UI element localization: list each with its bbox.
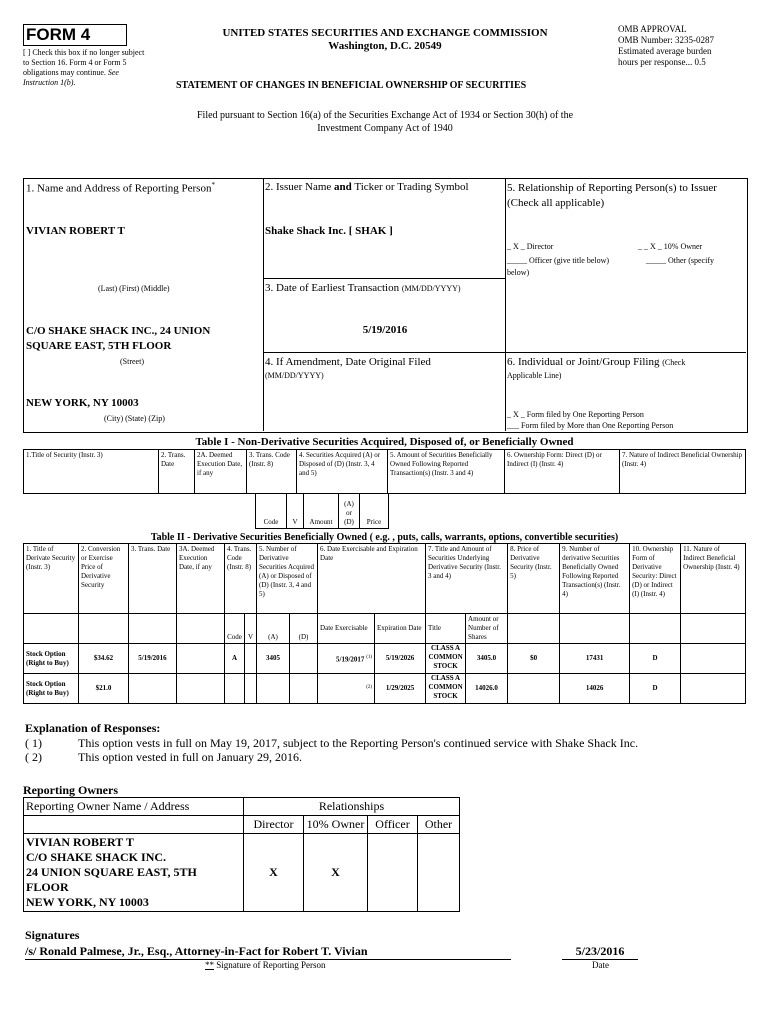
issuer-name: Shake Shack Inc. [ SHAK ] [265, 225, 393, 237]
box5-label: 5. Relationship of Reporting Person(s) to Issuer [507, 182, 717, 194]
t2-h7: 7. Title and Amount of Securities Underlying Derivative Security (Instr. 3 and 4) [426, 544, 508, 614]
street-label: (Street) [120, 357, 144, 366]
owners-col-relationships: Relationships [244, 798, 460, 816]
row1-exercisable: 5/19/2017 $^{(1)}$ [318, 644, 375, 674]
reporting-person-name: VIVIAN ROBERT T [26, 225, 125, 237]
filing-one-person[interactable]: _ X _ Form filed by One Reporting Person [507, 410, 644, 419]
owners-col-other: Other [418, 816, 460, 834]
signatures-title: Signatures [25, 928, 80, 942]
t2-h9: 9. Number of derivative Securities Beneficially Owned Following Reported Transaction(s) (Instr. 4) [560, 544, 630, 614]
row1-title: CLASS A COMMON STOCK [426, 644, 466, 674]
box1-label: 1. Name and Address of Reporting Person* [26, 181, 215, 195]
row2-d [290, 674, 318, 704]
t1-amount: Amount [304, 494, 339, 529]
t2-h4: 4. Trans. Code (Instr. 8) [225, 544, 257, 614]
t1-price: Price [360, 494, 389, 529]
t2-expiration: Expiration Date [375, 614, 426, 644]
row1-expiration: 5/19/2026 [375, 644, 426, 674]
agency-name: UNITED STATES SECURITIES AND EXCHANGE COMMISSION [222, 27, 548, 39]
owner-other-mark [418, 834, 460, 912]
form-title: FORM 4 [23, 24, 127, 46]
box5-sub: (Check all applicable) [507, 197, 605, 209]
filing-multiple-persons[interactable]: ___ Form filed by More than One Reporting Person [507, 421, 674, 430]
address-city: NEW YORK, NY 10003 [26, 397, 139, 409]
t1-h1: 1.Title of Security (Instr. 3) [24, 450, 159, 494]
owners-col-officer: Officer [368, 816, 418, 834]
row1-price: $34.62 [79, 644, 129, 674]
row1-d [290, 644, 318, 674]
table1-subheader [255, 493, 389, 529]
t2-h11: 11. Nature of Indirect Beneficial Ownership (Instr. 4) [681, 544, 746, 614]
row2-price: $21.0 [79, 674, 129, 704]
owner-director-mark: X [244, 834, 304, 912]
rel-officer[interactable]: _____ Officer (give title below) [507, 256, 610, 265]
t2-amount: Amount or Number of Shares [466, 614, 508, 644]
explanation-title: Explanation of Responses: [25, 721, 161, 735]
owner-name-address: VIVIAN ROBERT T C/O SHAKE SHACK INC. 24 UNION SQUARE EAST, 5TH FLOOR NEW YORK, NY 10003 [24, 834, 244, 912]
t2-exercisable: Date Exercisable [318, 614, 375, 644]
t2-h10: 10. Ownership Form of Derivative Security: Direct (D) or Indirect (I) (Instr. 4) [630, 544, 681, 614]
city-label: (City) (State) (Zip) [104, 414, 165, 423]
rel-ten-percent-owner[interactable]: _ _ X _ 10% Owner [638, 242, 703, 251]
table-row [24, 644, 746, 674]
check-note-see: See Instruction 1(b). [23, 68, 119, 87]
box6-label: 6. Individual or Joint/Group Filing (Check [507, 356, 686, 368]
reporting-box-frame [23, 178, 748, 433]
footnote-2-num: ( 2) [25, 750, 42, 764]
check-note-text: [ ] Check this box if no longer subject to Section 16. Form 4 or Form 5 obligations may continue. [23, 48, 145, 77]
rel-director[interactable]: _ X _ Director [507, 242, 554, 251]
row1-a: 3405 [257, 644, 290, 674]
table1 [23, 449, 746, 494]
filed-pursuant-line2: Investment Company Act of 1940 [317, 123, 453, 134]
row2-date [129, 674, 177, 704]
row1-owned: 17431 [560, 644, 630, 674]
rel-other[interactable]: _____ Other (specify [646, 256, 714, 265]
row1-deriv-price: $0 [508, 644, 560, 674]
t2-h8: 8. Price of Derivative Security (Instr. 5) [508, 544, 560, 614]
footnote-1-text: This option vests in full on May 19, 2017, subject to the Reporting Person's continued service with Shake Shack Inc. [78, 736, 639, 750]
row2-code [225, 674, 245, 704]
owners-title: Reporting Owners [23, 783, 118, 797]
box4-label: 4. If Amendment, Date Original Filed [265, 356, 431, 368]
t2-h2: 2. Conversion or Exercise Price of Derivative Security [79, 544, 129, 614]
row1-nature [681, 644, 746, 674]
row2-exercisable [318, 674, 375, 704]
box3-label: 3. Date of Earliest Transaction (MM/DD/YYYY) [265, 282, 461, 294]
row1-amount: 3405.0 [466, 644, 508, 674]
row1-deemed [177, 644, 225, 674]
omb-number: OMB Number: 3235-0287 [618, 35, 714, 45]
owners-col-name: Reporting Owner Name / Address [24, 798, 244, 816]
t1-h2: 2. Trans. Date [159, 450, 195, 494]
t1-h6: 6. Ownership Form: Direct (D) or Indirect (I) (Instr. 4) [505, 450, 620, 494]
t2-d: (D) [290, 614, 318, 644]
t2-h3a: 3A. Deemed Execution Date, if any [177, 544, 225, 614]
footnote-2-text: This option vested in full on January 29, 2016. [78, 750, 302, 764]
t2-v: V [245, 614, 257, 644]
signature-date: 5/23/2016 [562, 944, 638, 960]
name-parts-label: (Last) (First) (Middle) [98, 284, 170, 293]
footnote-ref[interactable]: (2) [366, 684, 373, 690]
row2-deemed [177, 674, 225, 704]
t1-h5: 5. Amount of Securities Beneficially Owned Following Reported Transaction(s) (Instr. 3 and 4) [388, 450, 505, 494]
footnote-1-num: ( 1) [25, 736, 42, 750]
row2-nature [681, 674, 746, 704]
t1-v: V [287, 494, 304, 529]
t1-h4: 4. Securities Acquired (A) or Disposed of (D) (Instr. 3, 4 and 5) [297, 450, 388, 494]
row1-code: A [225, 644, 245, 674]
box4-format: (MM/DD/YYYY) [265, 371, 324, 380]
row2-expiration: 1/29/2025 [375, 674, 426, 704]
t2-h1: 1. Title of Derivate Security (Instr. 3) [24, 544, 79, 614]
t2-h6: 6. Date Exercisable and Expiration Date [318, 544, 426, 614]
agency-location: Washington, D.C. 20549 [328, 40, 442, 52]
box6-sub: Applicable Line) [507, 371, 562, 380]
earliest-transaction-date: 5/19/2016 [362, 324, 408, 336]
row2-deriv-price [508, 674, 560, 704]
owners-table [23, 797, 460, 912]
check-box-note[interactable] [23, 48, 148, 88]
row2-owned: 14026 [560, 674, 630, 704]
row2-amount: 14026.0 [466, 674, 508, 704]
t1-code: Code [256, 494, 287, 529]
t2-title: Title [426, 614, 466, 644]
row2-v [245, 674, 257, 704]
table-row [24, 674, 746, 704]
t2-h5: 5. Number of Derivative Securities Acquired (A) or Disposed of (D) (Instr. 3, 4 and 5) [257, 544, 318, 614]
row1-form: D [630, 644, 681, 674]
t2-code: Code [225, 614, 245, 644]
t1-h7: 7. Nature of Indirect Beneficial Ownership (Instr. 4) [620, 450, 746, 494]
row1-date: 5/19/2016 [129, 644, 177, 674]
owners-col-owner: 10% Owner [304, 816, 368, 834]
table2-title: Table II - Derivative Securities Beneficially Owned ( e.g. , puts, calls, warrants, options, convertible securities) [150, 532, 619, 543]
t1-h2a: 2A. Deemed Execution Date, if any [195, 450, 247, 494]
row2-form: D [630, 674, 681, 704]
owner-officer-mark [368, 834, 418, 912]
omb-hours: hours per response... 0.5 [618, 57, 706, 67]
owner-owner-mark: X [304, 834, 368, 912]
filed-pursuant-line1: Filed pursuant to Section 16(a) of the Securities Exchange Act of 1934 or Section 30(h) of the [196, 110, 574, 121]
t2-h3: 3. Trans. Date [129, 544, 177, 614]
row2-a [257, 674, 290, 704]
signature-name: /s/ Ronald Palmese, Jr., Esq., Attorney-in-Fact for Robert T. Vivian [25, 944, 511, 960]
box2-label: 2. Issuer Name and Ticker or Trading Symbol [265, 181, 469, 193]
omb-approval: OMB APPROVAL [618, 24, 687, 34]
table2 [23, 543, 746, 704]
signature-label: ** Signature of Reporting Person [205, 960, 326, 970]
row1-security: Stock Option (Right to Buy) [24, 644, 79, 674]
owners-col-director: Director [244, 816, 304, 834]
rel-below: below) [507, 268, 530, 277]
t1-h3: 3. Trans. Code (Instr. 8) [247, 450, 297, 494]
address-street: C/O SHAKE SHACK INC., 24 UNION SQUARE EAST, 5TH FLOOR [26, 325, 211, 352]
t2-a: (A) [257, 614, 290, 644]
footnote-ref[interactable]: (1) [366, 654, 373, 660]
row2-title: CLASS A COMMON STOCK [426, 674, 466, 704]
date-label: Date [592, 960, 609, 970]
row1-v [245, 644, 257, 674]
row2-security: Stock Option (Right to Buy) [24, 674, 79, 704]
table1-title: Table I - Non-Derivative Securities Acquired, Disposed of, or Beneficially Owned [195, 436, 574, 448]
statement-title: STATEMENT OF CHANGES IN BENEFICIAL OWNERSHIP OF SECURITIES [176, 80, 527, 91]
t1-ad: (A) or (D) [339, 494, 360, 529]
omb-burden: Estimated average burden [618, 46, 712, 56]
